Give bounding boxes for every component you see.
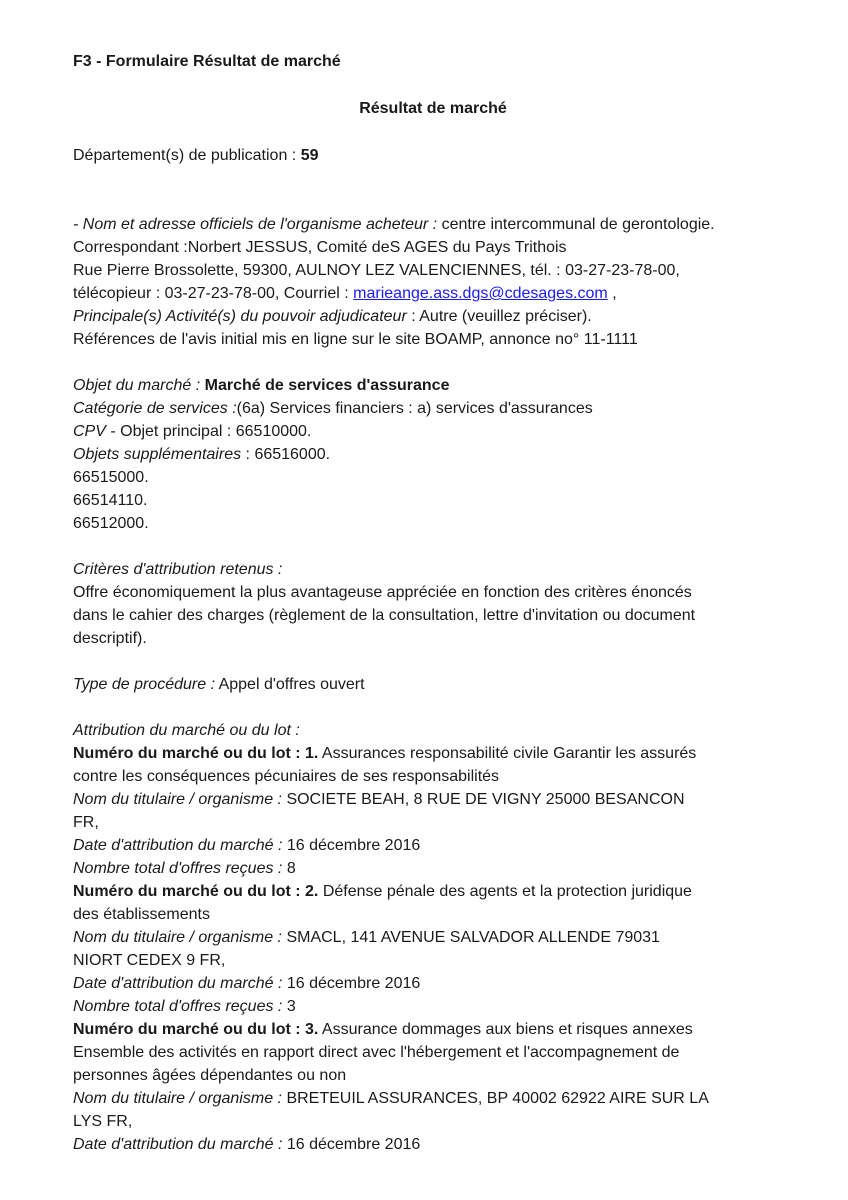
object-line bbox=[73, 374, 793, 397]
departement-value: 59 bbox=[300, 147, 319, 164]
buyer-email-suffix: , bbox=[612, 285, 617, 302]
criteria-text: dans le cahier des charges (règlement de la consultation, lettre d'invitation ou document bbox=[73, 607, 696, 624]
attribution-label-text: Attribution du marché ou du lot : bbox=[73, 722, 300, 739]
lot-date-label: Date d'attribution du marché : bbox=[73, 837, 283, 854]
lot-date-label: Date d'attribution du marché : bbox=[73, 975, 283, 992]
lot-holder-label: Nom du titulaire / organisme : bbox=[73, 791, 282, 808]
buyer-email-link[interactable]: marieange.ass.dgs@cdesages.com bbox=[353, 285, 608, 302]
lot-number-line bbox=[73, 742, 793, 765]
lot-offers-line bbox=[73, 857, 793, 880]
buyer-name-line bbox=[73, 213, 793, 236]
procedure-value: Appel d'offres ouvert bbox=[218, 676, 365, 693]
criteria-label-text: Critères d'attribution retenus : bbox=[73, 561, 283, 578]
lot-offers: 8 bbox=[286, 860, 296, 877]
cpv-line bbox=[73, 420, 793, 443]
lot-offers: 3 bbox=[286, 998, 296, 1015]
object-label: Objet du marché : bbox=[73, 377, 201, 394]
lot-description: Défense pénale des agents et la protection juridique bbox=[322, 883, 692, 900]
lot-description: Assurances responsabilité civile Garantir les assurés bbox=[321, 745, 697, 762]
cpv-value: - Objet principal : 66510000. bbox=[110, 423, 312, 440]
attribution-label bbox=[73, 719, 793, 742]
lot-number: 2. bbox=[305, 883, 319, 900]
extra-code: 66514110. bbox=[73, 492, 148, 509]
lot-date-line bbox=[73, 972, 793, 995]
lot-offers-line bbox=[73, 995, 793, 1018]
criteria-text: descriptif). bbox=[73, 630, 147, 647]
lot-description-cont: personnes âgées dépendantes ou non bbox=[73, 1067, 347, 1084]
lot-number-label: Numéro du marché ou du lot : bbox=[73, 745, 301, 762]
category-value: (6a) Services financiers : a) services d'assurances bbox=[236, 400, 593, 417]
category-line bbox=[73, 397, 793, 420]
lot-number-line bbox=[73, 1018, 793, 1041]
document-page bbox=[73, 50, 793, 1156]
buyer-activity-label: Principale(s) Activité(s) du pouvoir adjudicateur bbox=[73, 308, 407, 325]
lot-date: 16 décembre 2016 bbox=[286, 1136, 421, 1153]
lot-holder-line bbox=[73, 926, 793, 949]
lot-number-line bbox=[73, 880, 793, 903]
lot-description-cont: contre les conséquences pécuniaires de ses responsabilités bbox=[73, 768, 500, 785]
extra-objects-line bbox=[73, 443, 793, 466]
extra-code: 66512000. bbox=[73, 515, 149, 532]
lot-holder-cont: FR, bbox=[73, 814, 99, 831]
procedure-label: Type de procédure : bbox=[73, 676, 216, 693]
lot-date: 16 décembre 2016 bbox=[286, 837, 421, 854]
category-label: Catégorie de services : bbox=[73, 400, 237, 417]
buyer-label: - Nom et adresse officiels de l'organisme acheteur : bbox=[73, 216, 438, 233]
lot-number: 1. bbox=[305, 745, 319, 762]
lot-holder-line bbox=[73, 788, 793, 811]
lot-date: 16 décembre 2016 bbox=[286, 975, 421, 992]
lot-date-line bbox=[73, 834, 793, 857]
lot-number: 3. bbox=[305, 1021, 319, 1038]
procedure-line bbox=[73, 673, 793, 696]
lot-date-label: Date d'attribution du marché : bbox=[73, 1136, 283, 1153]
buyer-activity-value: : Autre (veuillez préciser). bbox=[411, 308, 592, 325]
form-title: F3 - Formulaire Résultat de marché bbox=[73, 53, 341, 70]
lot-holder-label: Nom du titulaire / organisme : bbox=[73, 1090, 282, 1107]
departement-label: Département(s) de publication : bbox=[73, 147, 297, 164]
extra-objects-first: : 66516000. bbox=[245, 446, 331, 463]
lot-holder: SMACL, 141 AVENUE SALVADOR ALLENDE 79031 bbox=[286, 929, 660, 946]
departement-line bbox=[73, 144, 793, 167]
criteria-text: Offre économiquement la plus avantageuse appréciée en fonction des critères énoncés bbox=[73, 584, 692, 601]
buyer-name: centre intercommunal de gerontologie. bbox=[441, 216, 715, 233]
lot-holder-label: Nom du titulaire / organisme : bbox=[73, 929, 282, 946]
lot-date-line bbox=[73, 1133, 793, 1156]
lot-holder: SOCIETE BEAH, 8 RUE DE VIGNY 25000 BESANCON bbox=[286, 791, 685, 808]
criteria-label bbox=[73, 558, 793, 581]
lot-description-cont: Ensemble des activités en rapport direct avec l'hébergement et l'accompagnement de bbox=[73, 1044, 680, 1061]
cpv-label: CPV bbox=[73, 423, 106, 440]
lot-holder: BRETEUIL ASSURANCES, BP 40002 62922 AIRE SUR LA bbox=[286, 1090, 709, 1107]
object-value: Marché de services d'assurance bbox=[204, 377, 450, 394]
lot-number-label: Numéro du marché ou du lot : bbox=[73, 1021, 301, 1038]
lot-offers-label: Nombre total d'offres reçues : bbox=[73, 998, 283, 1015]
lot-description: Assurance dommages aux biens et risques annexes bbox=[321, 1021, 693, 1038]
lot-number-label: Numéro du marché ou du lot : bbox=[73, 883, 301, 900]
extra-code: 66515000. bbox=[73, 469, 149, 486]
buyer-address: Rue Pierre Brossolette, 59300, AULNOY LEZ VALENCIENNES, tél. : 03-27-23-78-00, bbox=[73, 262, 680, 279]
lot-holder-cont: LYS FR, bbox=[73, 1113, 133, 1130]
buyer-activity-line bbox=[73, 305, 793, 328]
lot-description-cont: des établissements bbox=[73, 906, 210, 923]
buyer-contact-line bbox=[73, 282, 793, 305]
lot-offers-label: Nombre total d'offres reçues : bbox=[73, 860, 283, 877]
extra-objects-label: Objets supplémentaires bbox=[73, 446, 242, 463]
buyer-reference: Références de l'avis initial mis en ligne sur le site BOAMP, annonce no° 11-1111 bbox=[73, 331, 638, 348]
lot-holder-line bbox=[73, 1087, 793, 1110]
buyer-fax: télécopieur : 03-27-23-78-00, Courriel : bbox=[73, 285, 349, 302]
lot-holder-cont: NIORT CEDEX 9 FR, bbox=[73, 952, 226, 969]
buyer-correspondant: Correspondant :Norbert JESSUS, Comité deS AGES du Pays Trithois bbox=[73, 239, 567, 256]
page-title: Résultat de marché bbox=[359, 100, 507, 117]
